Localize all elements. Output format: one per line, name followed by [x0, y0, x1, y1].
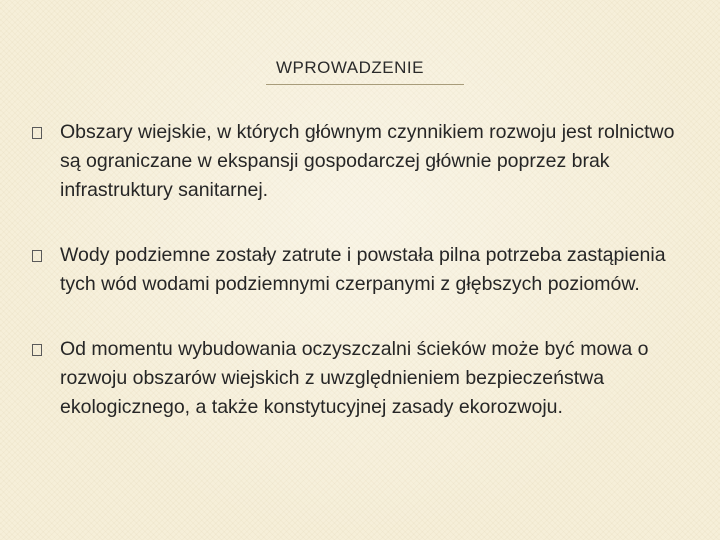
- bullet-item: [32, 335, 692, 422]
- bullet-list: [32, 118, 692, 422]
- bullet-item: [32, 241, 692, 299]
- square-bullet-icon: [32, 127, 42, 139]
- title-underline: [266, 84, 464, 85]
- square-bullet-icon: [32, 344, 42, 356]
- square-bullet-icon: [32, 250, 42, 262]
- bullet-text: Od momentu wybudowania oczyszczalni ścieków może być mowa o rozwoju obszarów wiejskich z uwzględnieniem bezpieczeństwa ekologicznego, a także konstytucyjnej zasady ekorozwoju.: [60, 338, 649, 418]
- bullet-item: [32, 118, 692, 205]
- bullet-text: Wody podziemne zostały zatrute i powstała pilna potrzeba zastąpienia tych wód wodami podziemnymi czerpanymi z głębszych poziomów.: [60, 244, 666, 295]
- slide-title: WPROWADZENIE: [276, 58, 424, 77]
- bullet-text: Obszary wiejskie, w których głównym czynnikiem rozwoju jest rolnictwo są ograniczane w ekspansji gospodarczej głównie poprzez brak infrastruktury sanitarnej.: [60, 121, 675, 201]
